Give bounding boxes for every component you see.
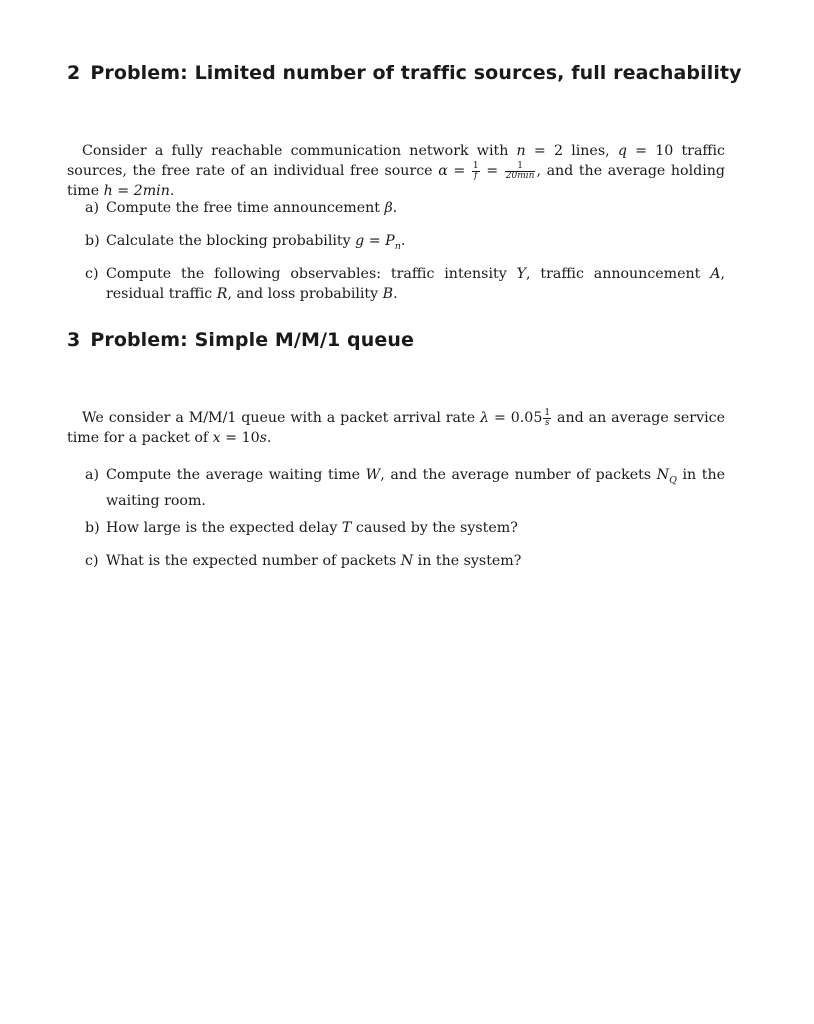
fraction-1-over-20min: $\frac{1}{20\min}$ bbox=[505, 160, 535, 181]
section-3-item-c: c) What is the expected number of packets N in the system? bbox=[85, 553, 522, 569]
section-2-heading bbox=[67, 62, 742, 84]
fraction-1-over-f: $\frac{1}{f}$ bbox=[472, 160, 479, 181]
section-3-title: Problem: Simple M/M/1 queue bbox=[90, 329, 414, 351]
section-2-item-b: b) Calculate the blocking probability $g = P_n$. bbox=[85, 233, 406, 252]
section-2-intro: Consider a fully reachable communication network with n = 2 lines, q = 10 traffic sources, the free rate of an individual free source α = $\frac{1}{f}$ = $\frac{1}{20\min}$ , and the average holding time h = 2min. bbox=[67, 143, 725, 199]
section-2-item-a: a) Compute the free time announcement β. bbox=[85, 200, 398, 216]
section-2-number: 2 bbox=[67, 62, 81, 84]
section-3-item-b: b) How large is the expected delay T caused by the system? bbox=[85, 520, 518, 536]
section-3-heading bbox=[67, 329, 414, 351]
section-2-item-c: c) Compute the following observables: traffic intensity Y, traffic announcement A, residual traffic R, and loss probability B. bbox=[85, 266, 725, 302]
fraction-1-over-s: $\frac{1}{s}$ bbox=[544, 407, 551, 428]
section-3-number: 3 bbox=[67, 329, 81, 351]
section-3-item-a: a) Compute the average waiting time W, and the average number of packets $N_Q$ in the waiting room. bbox=[85, 467, 725, 509]
section-2-title: Problem: Limited number of traffic sources, full reachability bbox=[90, 62, 742, 84]
section-3-intro: We consider a M/M/1 queue with a packet arrival rate λ = 0.05 $\frac{1}{s}$ and an average service time for a packet of x = 10s. bbox=[67, 407, 725, 446]
